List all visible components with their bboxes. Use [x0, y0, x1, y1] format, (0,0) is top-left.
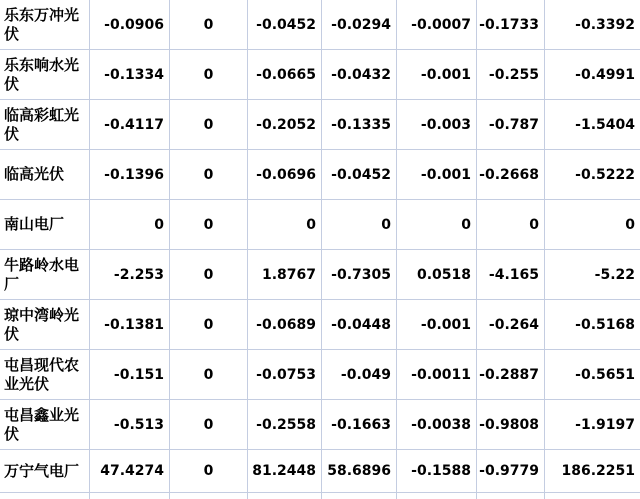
value-cell[interactable]: 47.4274: [90, 450, 170, 493]
value-cell[interactable]: -0.0432: [322, 50, 397, 100]
value-cell[interactable]: -0.787: [477, 100, 545, 150]
row-label-cell[interactable]: 屯昌现代农业光伏: [0, 350, 90, 400]
value-cell[interactable]: 81.2448: [248, 450, 322, 493]
value-cell[interactable]: -0.1588: [397, 450, 477, 493]
value-cell[interactable]: 58.6896: [322, 450, 397, 493]
value-cell[interactable]: -1.5404: [545, 100, 640, 150]
value-cell[interactable]: -0.5168: [545, 300, 640, 350]
row-label-cell[interactable]: 临高彩虹光伏: [0, 100, 90, 150]
value-cell[interactable]: -2.253: [90, 250, 170, 300]
partial-next-row-cell: [545, 493, 640, 499]
value-cell[interactable]: -0.0665: [248, 50, 322, 100]
value-cell[interactable]: -0.264: [477, 300, 545, 350]
value-cell[interactable]: 0: [397, 200, 477, 250]
value-cell[interactable]: -0.255: [477, 50, 545, 100]
value-cell[interactable]: 0: [170, 150, 248, 200]
value-cell[interactable]: -0.0906: [90, 0, 170, 50]
value-cell[interactable]: -0.5651: [545, 350, 640, 400]
value-cell[interactable]: -0.001: [397, 50, 477, 100]
value-cell[interactable]: -0.2887: [477, 350, 545, 400]
value-cell[interactable]: -0.7305: [322, 250, 397, 300]
value-cell[interactable]: -0.0007: [397, 0, 477, 50]
value-cell[interactable]: -0.0011: [397, 350, 477, 400]
value-cell[interactable]: -0.0294: [322, 0, 397, 50]
value-cell[interactable]: -0.4117: [90, 100, 170, 150]
value-cell[interactable]: -0.1381: [90, 300, 170, 350]
value-cell[interactable]: -4.165: [477, 250, 545, 300]
value-cell[interactable]: -0.049: [322, 350, 397, 400]
value-cell[interactable]: 0: [322, 200, 397, 250]
value-cell[interactable]: 186.2251: [545, 450, 640, 493]
value-cell[interactable]: -0.2668: [477, 150, 545, 200]
value-cell[interactable]: -0.5222: [545, 150, 640, 200]
row-label-cell[interactable]: 临高光伏: [0, 150, 90, 200]
value-cell[interactable]: -0.1335: [322, 100, 397, 150]
row-label-cell[interactable]: 南山电厂: [0, 200, 90, 250]
value-cell[interactable]: 0: [90, 200, 170, 250]
partial-next-row-cell: [0, 493, 90, 499]
row-label-cell[interactable]: 琼中湾岭光伏: [0, 300, 90, 350]
value-cell[interactable]: 0.0518: [397, 250, 477, 300]
value-cell[interactable]: -0.513: [90, 400, 170, 450]
value-cell[interactable]: 0: [477, 200, 545, 250]
value-cell[interactable]: 0: [170, 450, 248, 493]
value-cell[interactable]: -0.001: [397, 300, 477, 350]
value-cell[interactable]: 0: [170, 400, 248, 450]
row-label-cell[interactable]: 屯昌鑫业光伏: [0, 400, 90, 450]
value-cell[interactable]: 0: [170, 300, 248, 350]
value-cell[interactable]: 0: [170, 100, 248, 150]
value-cell[interactable]: 0: [170, 0, 248, 50]
value-cell[interactable]: 0: [170, 350, 248, 400]
value-cell[interactable]: -0.001: [397, 150, 477, 200]
value-cell[interactable]: -0.1334: [90, 50, 170, 100]
value-cell[interactable]: 0: [545, 200, 640, 250]
value-cell[interactable]: 0: [248, 200, 322, 250]
row-label-cell[interactable]: 牛路岭水电厂: [0, 250, 90, 300]
row-label-cell[interactable]: 乐东万冲光伏: [0, 0, 90, 50]
value-cell[interactable]: -0.1396: [90, 150, 170, 200]
row-label-cell[interactable]: 乐东响水光伏: [0, 50, 90, 100]
value-cell[interactable]: -0.1733: [477, 0, 545, 50]
value-cell[interactable]: -0.003: [397, 100, 477, 150]
value-cell[interactable]: -0.0753: [248, 350, 322, 400]
value-cell[interactable]: 0: [170, 250, 248, 300]
value-cell[interactable]: -0.4991: [545, 50, 640, 100]
partial-next-row-cell: [397, 493, 477, 499]
row-label-cell[interactable]: 万宁气电厂: [0, 450, 90, 493]
value-cell[interactable]: -0.151: [90, 350, 170, 400]
value-cell[interactable]: 1.8767: [248, 250, 322, 300]
value-cell[interactable]: -0.0689: [248, 300, 322, 350]
value-cell[interactable]: -0.2052: [248, 100, 322, 150]
value-cell[interactable]: -0.3392: [545, 0, 640, 50]
value-cell[interactable]: -0.9779: [477, 450, 545, 493]
value-cell[interactable]: -0.0038: [397, 400, 477, 450]
partial-next-row-cell: [477, 493, 545, 499]
value-cell[interactable]: -0.0448: [322, 300, 397, 350]
value-cell[interactable]: -0.0452: [248, 0, 322, 50]
value-cell[interactable]: -5.22: [545, 250, 640, 300]
value-cell[interactable]: 0: [170, 50, 248, 100]
value-cell[interactable]: 0: [170, 200, 248, 250]
partial-next-row-cell: [90, 493, 170, 499]
value-cell[interactable]: -0.0452: [322, 150, 397, 200]
value-cell[interactable]: -0.0696: [248, 150, 322, 200]
value-cell[interactable]: -1.9197: [545, 400, 640, 450]
value-cell[interactable]: -0.1663: [322, 400, 397, 450]
partial-next-row-cell: [248, 493, 322, 499]
value-cell[interactable]: -0.9808: [477, 400, 545, 450]
partial-next-row-cell: [322, 493, 397, 499]
value-cell[interactable]: -0.2558: [248, 400, 322, 450]
partial-next-row-cell: [170, 493, 248, 499]
